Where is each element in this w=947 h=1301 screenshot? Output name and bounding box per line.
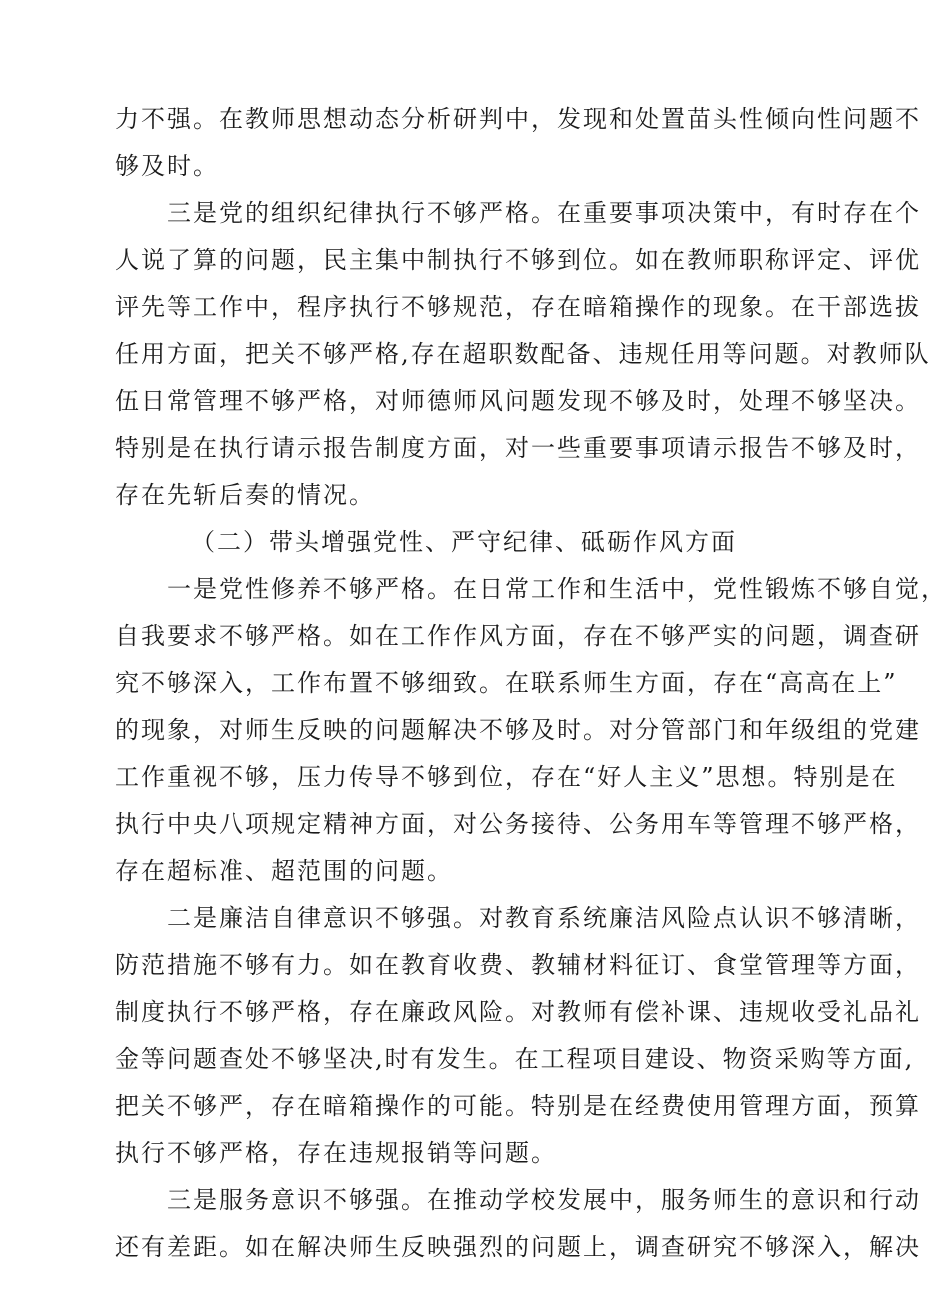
text-line: 的现象，对师生反映的问题解决不够及时。对分管部门和年级组的党建 <box>115 716 921 744</box>
text-line: 伍日常管理不够严格，对师德师风问题发现不够及时，处理不够坚决。 <box>115 387 921 415</box>
text-line: 任用方面，把关不够严格,存在超职数配备、违规任用等问题。对教师队 <box>115 340 931 368</box>
paragraph-continuation <box>115 96 921 190</box>
text-line: 工作重视不够，压力传导不够到位，存在“好人主义”思想。特别是在 <box>115 763 898 791</box>
text-line: 究不够深入，工作布置不够细致。在联系师生方面，存在“高高在上” <box>115 669 898 697</box>
text-line: 评先等工作中，程序执行不够规范，存在暗箱操作的现象。在干部选拔 <box>115 293 921 321</box>
text-line: 执行中央八项规定精神方面，对公务接待、公务用车等管理不够严格， <box>115 810 921 838</box>
text-line: 存在先斩后奏的情况。 <box>115 481 375 509</box>
text-line: 三是服务意识不够强。在推动学校发展中，服务师生的意识和行动 <box>167 1186 921 1214</box>
text-line: 制度执行不够严格，存在廉政风险。对教师有偿补课、违规收受礼品礼 <box>115 998 921 1026</box>
text-line: 一是党性修养不够严格。在日常工作和生活中，党性锻炼不够自觉， <box>167 575 947 603</box>
paragraph-service-awareness <box>115 1177 921 1271</box>
text-line: 防范措施不够有力。如在教育收费、教辅材料征订、食堂管理等方面， <box>115 951 921 979</box>
text-line: 够及时。 <box>115 152 219 180</box>
paragraph-integrity <box>115 895 921 1177</box>
text-line: 执行不够严格，存在违规报销等问题。 <box>115 1139 557 1167</box>
text-line: 二是廉洁自律意识不够强。对教育系统廉洁风险点认识不够清晰， <box>167 904 921 932</box>
text-line: 人说了算的问题，民主集中制执行不够到位。如在教师职称评定、评优 <box>115 246 921 274</box>
text-line: 把关不够严，存在暗箱操作的可能。特别是在经费使用管理方面，预算 <box>115 1092 921 1120</box>
text-line: 三是党的组织纪律执行不够严格。在重要事项决策中，有时存在个 <box>167 199 921 227</box>
text-line: 还有差距。如在解决师生反映强烈的问题上，调查研究不够深入，解决 <box>115 1233 921 1261</box>
heading-line: （二）带头增强党性、严守纪律、砥砺作风方面 <box>191 528 737 556</box>
paragraph-organizational-discipline <box>115 190 931 519</box>
section-heading <box>115 519 815 566</box>
paragraph-party-spirit <box>115 566 947 895</box>
document-body <box>115 96 947 1271</box>
text-line: 金等问题查处不够坚决,时有发生。在工程项目建设、物资采购等方面, <box>115 1045 915 1073</box>
text-line: 力不强。在教师思想动态分析研判中，发现和处置苗头性倾向性问题不 <box>115 105 921 133</box>
text-line: 自我要求不够严格。如在工作作风方面，存在不够严实的问题，调查研 <box>115 622 921 650</box>
text-line: 存在超标准、超范围的问题。 <box>115 857 453 885</box>
text-line: 特别是在执行请示报告制度方面，对一些重要事项请示报告不够及时， <box>115 434 921 462</box>
